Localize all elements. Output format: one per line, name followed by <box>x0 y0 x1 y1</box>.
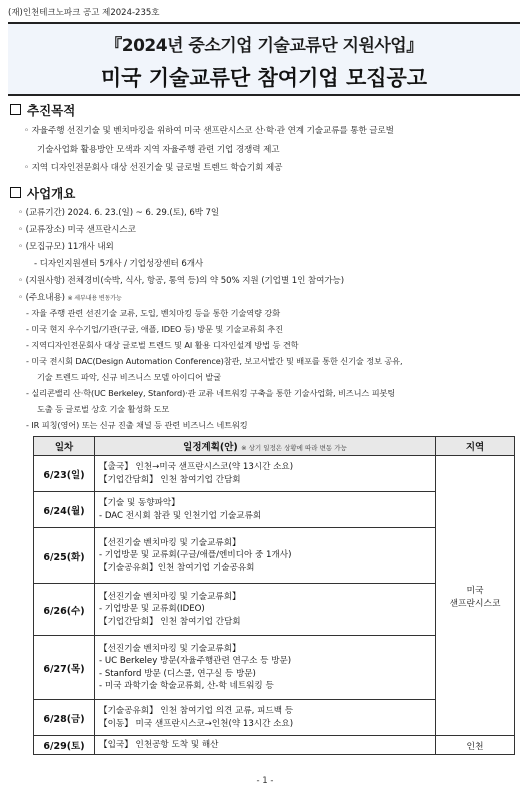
row-day: 6/28(금) <box>34 700 95 736</box>
content-note: ※ 세부내용 변동가능 <box>67 295 122 302</box>
overview-line: ◦ (교류장소) 미국 샌프란시스코 <box>18 225 136 235</box>
section-overview-heading: 사업개요 <box>10 184 75 202</box>
overview-line: ◦ (지원사항) 전체경비(숙박, 식사, 항공, 통역 등)의 약 50% 지원 (기업별 1인 참여가능) <box>18 276 344 286</box>
row-plan: 【선진기술 벤치마킹 및 기술교류회】 - UC Berkeley 방문(자율주행관련 연구소 등 방문) - Stanford 방문 (디스쿨, 연구실 등 방문) - 미국 과학기술 학술교류회, 산-학 네트워킹 등 <box>95 636 436 700</box>
overview-line: - IR 피칭(영어) 또는 신규 진출 채널 등 관련 비즈니스 네트워킹 <box>26 420 248 430</box>
row-plan: 【출국】 인천→미국 샌프란시스코(약 13시간 소요) 【기업간담회】 인천 참여기업 간담회 <box>95 456 436 492</box>
notice-number: (재)인천테크노파크 공고 제2024-235호 <box>8 8 160 18</box>
overview-line: - 자율 주행 관련 선진기술 교류, 도입, 벤치마킹 등을 통한 기술역량 강화 <box>26 308 281 318</box>
page-number: - 1 - <box>256 776 274 786</box>
schedule-table <box>33 436 515 755</box>
region-main: 미국 샌프란시스코 <box>436 456 515 736</box>
row-day: 6/24(월) <box>34 492 95 528</box>
plan-note: ※ 상기 일정은 상황에 따라 변동 가능 <box>241 444 347 452</box>
row-day: 6/25(화) <box>34 528 95 584</box>
region-last: 인천 <box>436 736 515 755</box>
header-plan: 일정계획(안) ※ 상기 일정은 상황에 따라 변동 가능 <box>95 437 436 456</box>
overview-line: ◦ (주요내용) ※ 세부내용 변동가능 <box>18 293 122 303</box>
row-plan: 【기술공유회】 인천 참여기업 의견 교류, 피드백 등 【이동】 미국 샌프란시스코→인천(약 13시간 소요) <box>95 700 436 736</box>
square-bullet-icon <box>10 104 21 115</box>
purpose-line: 기술사업화 활용방안 모색과 지역 자율주행 관련 기업 경쟁력 제고 <box>37 145 280 155</box>
overview-line: ◦ (교류기간) 2024. 6. 23.(일) ~ 6. 29.(토), 6박 7일 <box>18 208 220 218</box>
title-line1: 『2024년 중소기업 기술교류단 지원사업』 <box>105 36 423 56</box>
overview-line: - 디자인지원센터 5개사 / 기업성장센터 6개사 <box>34 259 204 269</box>
table-row <box>34 456 515 492</box>
overview-line: - 실리콘밸리 산·학(UC Berkeley, Stanford)·관 교류 네트워킹 구축을 통한 기술사업화, 비즈니스 피봇팅 <box>26 388 396 398</box>
table-row <box>34 736 515 755</box>
overview-line: 도출 등 글로벌 상호 기술 활성화 도모 <box>37 404 170 414</box>
overview-line: ◦ (모집규모) 11개사 내외 <box>18 242 114 252</box>
purpose-line: ◦ 자율주행 선진기술 및 벤치마킹을 위하여 미국 샌프란시스코 산·학·관 연계 기술교류를 통한 글로벌 <box>24 126 394 136</box>
purpose-line: ◦ 지역 디자인전문회사 대상 선진기술 및 글로벌 트렌드 학습기회 제공 <box>24 163 283 173</box>
row-day: 6/26(수) <box>34 584 95 636</box>
square-bullet-icon <box>10 187 21 198</box>
overview-line: - 미국 현지 우수기업/기관(구글, 애플, IDEO 등) 방문 및 기술교류회 추진 <box>26 324 283 334</box>
row-day: 6/27(목) <box>34 636 95 700</box>
header-region: 지역 <box>436 437 515 456</box>
title-box <box>8 22 520 96</box>
row-plan: 【기술 및 동향파악】 - DAC 전시회 참관 및 인천기업 기술교류회 <box>95 492 436 528</box>
row-plan: 【선진기술 벤치마킹 및 기술교류회】 - 기업방문 및 교류회(구글/애플/엔비디아 중 1개사) 【기술공유회】인천 참여기업 기술공유회 <box>95 528 436 584</box>
section-purpose-heading: 추진목적 <box>10 101 75 119</box>
table-header-row <box>34 437 515 456</box>
row-plan: 【선진기술 벤치마킹 및 기술교류회】 - 기업방문 및 교류회(IDEO) 【기업간담회】 인천 참여기업 간담회 <box>95 584 436 636</box>
row-day: 6/29(토) <box>34 736 95 755</box>
row-plan: 【입국】 인천공항 도착 및 해산 <box>95 736 436 755</box>
row-day: 6/23(일) <box>34 456 95 492</box>
overview-line: - 지역디자인전문회사 대상 글로벌 트렌드 및 AI 활용 디자인설계 방법 등 견학 <box>26 340 299 350</box>
overview-line: 기술 트렌드 파악, 신규 비즈니스 모델 아이디어 발굴 <box>37 372 222 382</box>
title-line2: 미국 기술교류단 참여기업 모집공고 <box>100 66 428 90</box>
header-day: 일차 <box>34 437 95 456</box>
overview-line: - 미국 전시회 DAC(Design Automation Conference)참관, 보고서발간 및 배포를 통한 신기술 정보 공유, <box>26 356 403 366</box>
